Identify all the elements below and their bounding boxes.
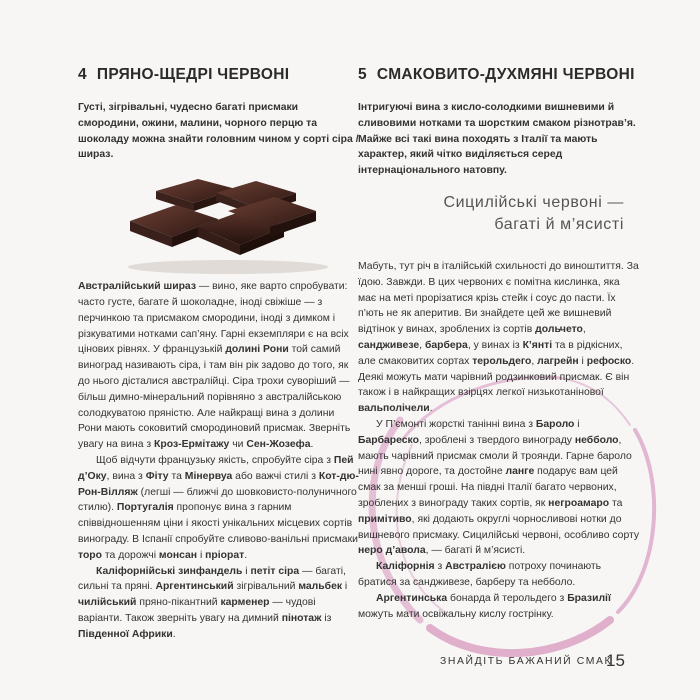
paragraph-4 (358, 591, 640, 623)
section-number: 4 (78, 66, 87, 83)
text-run: , (531, 355, 538, 367)
section-body (358, 259, 640, 622)
text-run: Мабуть, тут річ в італійській схильності до виноштиття. За їдою. Завжди. В цих червоних є помітна кислинка, яка має на меті прорізатися крізь стейк і соус до пасти. Їх п’ють не як аперитив. Ви знайдете цей же вишневий відтінок у винах, зроблених із сортів (358, 260, 639, 336)
text-run: і (342, 581, 348, 593)
text-run: . (310, 439, 314, 451)
bold-term: пінотаж (281, 612, 322, 624)
text-run: та в рідкісних, але смаковитих сортах (358, 339, 623, 367)
paragraph-3 (358, 559, 640, 591)
paragraph-1 (78, 279, 360, 453)
bold-term: долині Рони (225, 344, 289, 356)
text-run: і (578, 355, 587, 367)
section-body (78, 279, 360, 642)
bold-term: Бразилії (567, 592, 611, 604)
running-footer-title: ЗНАЙДІТЬ БАЖАНИЙ СМАК (440, 656, 613, 667)
bold-term: мальбек (298, 581, 343, 593)
bold-term: Бароло (535, 418, 575, 430)
bold-term: Португалія (116, 502, 174, 514)
bold-term: карменер (220, 597, 270, 609)
bold-term: Аргентинський (155, 581, 234, 593)
bold-term: К’янті (522, 339, 553, 351)
text-run: . Деякі можуть мати чарівний родзинковий присмак. Є він також і в найкращих взірцях легкої низькотанінової (358, 355, 635, 399)
text-run: — багаті, сильні та пряні. (78, 565, 346, 593)
bold-term: лагрейн (537, 355, 579, 367)
bold-term: петіт сіра (250, 565, 300, 577)
bold-term: Фіту (145, 470, 169, 482)
pull-quote-line-2: багаті й м’ясисті (494, 216, 624, 233)
bold-term: сандживезе (358, 339, 420, 351)
text-run: . (429, 403, 433, 415)
section-4 (78, 66, 360, 643)
bold-term: Мінервуа (184, 470, 233, 482)
text-run: і (197, 549, 206, 561)
bold-term: Австралією (445, 561, 506, 573)
bold-term: Каліфорнійські зинфандель (96, 565, 243, 577)
text-run: Щоб відчути французьку якість, спробуйте сіра з (96, 454, 334, 466)
text-run: , вина з (106, 470, 146, 482)
bold-term: Пей д’Оку (78, 454, 354, 482)
bold-term: Кроз-Ермітажу (154, 439, 230, 451)
paragraph-1 (358, 259, 640, 417)
bold-term: Каліфорнія (376, 561, 435, 573)
text-run: , — багаті й м’ясисті. (425, 545, 526, 557)
text-run: , у винах із (467, 339, 523, 351)
text-run: або важчі стилі з (232, 470, 319, 482)
pull-quote-line-1: Сицилійські червоні — (443, 194, 624, 211)
text-run: чи (229, 439, 247, 451)
bold-term: торо (78, 549, 102, 561)
section-intro: Густі, зігрівальні, чудесно багаті присмаки смородини, ожини, малини, чорного перцю та шоколаду можна знайти головним чином у сорті сіра / шираз. (78, 102, 359, 161)
paragraph-2 (358, 417, 640, 559)
text-run: із (321, 612, 332, 624)
bold-term: рефоско (586, 355, 632, 367)
bold-term: Австралійський шираз (78, 281, 196, 293)
section-heading (358, 66, 640, 90)
page-number: 15 (606, 651, 625, 670)
text-run: , (582, 324, 586, 336)
bold-term: вальполічели (358, 403, 430, 415)
pull-quote (396, 192, 624, 236)
bold-term: неро д’авола (358, 545, 426, 557)
text-run: . (172, 628, 176, 640)
text-run: той самий виноград називають сіра, і там він рік задово до того, як до нього дісталися австралійці. Сіра трохи суворіший — більш димно-мінеральний порівняно з австралійською солодкуватою пряністю. Але найкращі вина з долини Рони мають соковитий смородиновий присмак. Зверніть увагу на вина з (78, 344, 351, 451)
bold-term: Сен-Жозефа (246, 439, 311, 451)
text-run: з (434, 561, 446, 573)
bold-term: Аргентинська (376, 592, 448, 604)
text-run: подарує вам цей смак за менші гроші. На півдні Італії багато червоних, зроблених з винограду таких сортів, як (358, 466, 618, 509)
section-intro: Інтригуючі вина з кисло-солодкими вишневими й сливовими нотками та шорстким смаком різнотрав’я. Майже всі такі вина походять з Італії та мають характер, який чітко виділяється серед інтернаціонального натовпу. (358, 102, 636, 177)
paragraph-2 (78, 453, 360, 564)
text-run: та дорожчі (102, 549, 159, 561)
text-run: , мають чарівний присмак смоли й троянди. Гарне бароло нині явно дороге, та достойне (358, 434, 632, 478)
bold-term: негроамаро (548, 497, 610, 509)
text-run: , (419, 339, 425, 351)
bold-term: монсан (158, 549, 198, 561)
paragraph-3 (78, 564, 360, 643)
text-run: — чудові варіанти. Також зверніть увагу на димний (78, 597, 316, 624)
bold-term: дольчето (535, 324, 583, 336)
text-run: пропонує вина з гарним співвідношенням ціни і якості унікальних місцевих сортів винограду. В Іспанії спробуйте сливово-ванільні присмаки (78, 502, 358, 545)
text-run: та (609, 497, 623, 509)
bold-term: Кот-дю-Рон-Вілляж (78, 470, 359, 498)
text-run: зігрівальний (233, 581, 299, 593)
text-run: (легші — ближчі до шовковисто-полуничного стилю). (78, 486, 357, 514)
bold-term: Південної Африки (78, 628, 173, 640)
text-run: — вино, яке варто спробувати: часто густе, багате й шоколадне, іноді свіжіше — з перчинкою та присмаком смородини, іноді з димком і різкуватими нотками сап’яну. Гарні екземпляри є на всіх цінових рівнях. У французькій (78, 281, 349, 356)
bold-term: небболо (574, 434, 619, 446)
bold-term: пріорат (205, 549, 245, 561)
text-run: пряно-пікантний (136, 597, 221, 609)
text-run: У П’ємонті жорсткі танінні вина з (376, 418, 536, 430)
text-run: , які додають округлі чорносливові нотки до вишневого присмаку. Сицилійські червоні, особливо сорту (358, 513, 640, 541)
text-run: потроху починають братися за сандживезе, барберу та небболо. (358, 561, 602, 588)
section-heading (78, 66, 360, 90)
text-run: і (574, 418, 580, 430)
bold-term: примітиво (358, 513, 412, 525)
bold-term: барбера (424, 339, 468, 351)
text-run: . (244, 549, 248, 561)
section-5 (358, 66, 640, 622)
chocolate-image (78, 171, 360, 279)
text-run: можуть мати освіжальну кислу гострінку. (358, 608, 554, 620)
section-title: СМАКОВИТО-ДУХМЯНІ ЧЕРВОНІ (376, 66, 635, 83)
section-title: ПРЯНО-ЩЕДРІ ЧЕРВОНІ (96, 66, 290, 83)
text-run: і (242, 565, 251, 577)
text-run: та (168, 470, 185, 482)
section-number: 5 (358, 66, 367, 83)
bold-term: терольдего (472, 355, 532, 367)
bold-term: Барбареско (358, 434, 419, 446)
bold-term: ланге (505, 466, 535, 478)
chocolate-bar-icon (78, 171, 360, 279)
text-run: , зроблені з твердого винограду (418, 434, 575, 446)
text-run: бонарда й терольдего з (447, 592, 568, 604)
bold-term: чилійський (78, 597, 137, 609)
